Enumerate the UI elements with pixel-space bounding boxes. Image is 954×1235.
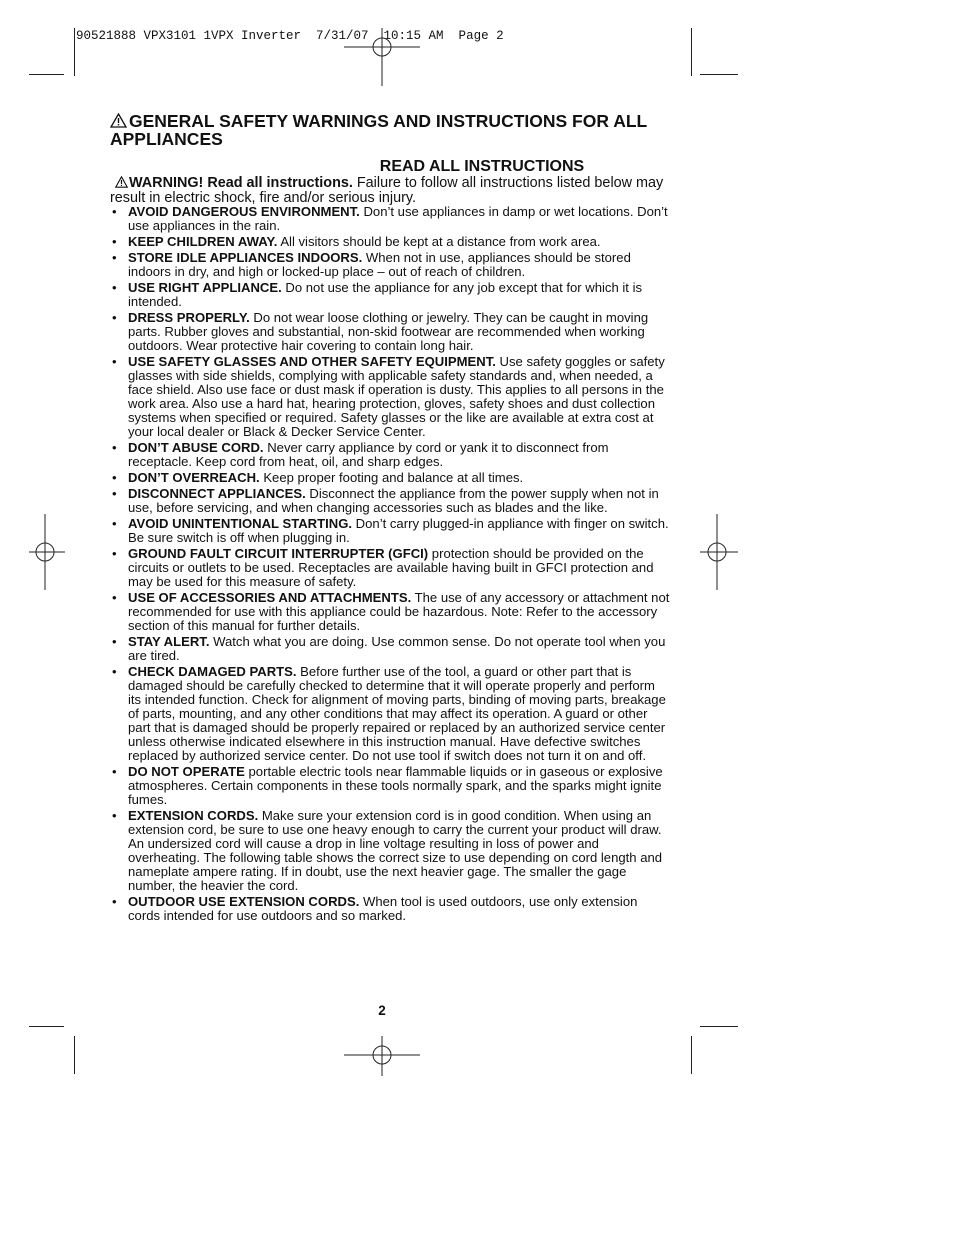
item-lead: USE OF ACCESSORIES AND ATTACHMENTS. bbox=[128, 590, 412, 605]
warning-text: Failure to follow all instructions listed below may result in electric shock, fire and/or serious injury. bbox=[110, 175, 664, 206]
item-text: All visitors should be kept at a distance from work area. bbox=[277, 234, 601, 249]
item-lead: DRESS PROPERLY. bbox=[128, 310, 250, 325]
page-title bbox=[110, 112, 670, 148]
item-text: Do not wear loose clothing or jewelry. They can be caught in moving parts. Rubber gloves and substantial, non-skid footwear are recommended when working outdoors. Wear protective hair covering to contain long hair. bbox=[128, 310, 649, 353]
list-item bbox=[110, 251, 670, 279]
page-number: 2 bbox=[378, 1003, 386, 1018]
warning-lead: WARNING! Read all instructions. bbox=[129, 175, 353, 191]
item-text: When not in use, appliances should be stored indoors in dry, and high or locked-up place – out of reach of children. bbox=[128, 250, 631, 279]
item-text: Use safety goggles or safety glasses with side shields, complying with applicable safety standards and, when needed, a face shield. Also use face or dust mask if operation is dusty. This applies to all persons in the work area. Also use a hard hat, hearing protection, gloves, safety shoes and dust collection systems when specified or required. Safety glasses or the like are available at extra cost at your local dealer or Black & Decker Service Center. bbox=[128, 354, 665, 439]
item-lead: OUTDOOR USE EXTENSION CORDS. bbox=[128, 894, 360, 909]
item-lead: STAY ALERT. bbox=[128, 634, 210, 649]
item-text: When tool is used outdoors, use only extension cords intended for use outdoors and so marked. bbox=[128, 894, 638, 923]
registration-mark-icon bbox=[700, 514, 738, 590]
item-lead: DISCONNECT APPLIANCES. bbox=[128, 486, 306, 501]
list-item bbox=[110, 487, 670, 515]
item-lead: DON’T OVERREACH. bbox=[128, 470, 260, 485]
section-subheading: READ ALL INSTRUCTIONS bbox=[379, 158, 585, 175]
list-item bbox=[110, 311, 670, 353]
item-text: Before further use of the tool, a guard or other part that is damaged should be carefully checked to determine that it will operate properly and perform its intended function. Check for alignment of moving parts, binding of moving parts, breakage of parts, mounting, and any other conditions that may affect its operation. A guard or other part that is damaged should be properly repaired or replaced by an authorized service center unless otherwise indicated elsewhere in this instruction manual. Have defective switches replaced by authorized service center. Do not use tool if switch does not turn it on and off. bbox=[128, 664, 666, 763]
list-item bbox=[110, 547, 670, 589]
bullet-icon: • bbox=[112, 486, 117, 501]
list-item bbox=[110, 517, 670, 545]
list-item bbox=[110, 809, 670, 893]
registration-mark-icon bbox=[29, 514, 65, 590]
item-text: Keep proper footing and balance at all times. bbox=[259, 470, 524, 485]
item-lead: DO NOT OPERATE bbox=[128, 764, 245, 779]
list-item bbox=[110, 205, 670, 233]
item-text: Watch what you are doing. Use common sense. Do not operate tool when you are tired. bbox=[128, 634, 666, 663]
list-item bbox=[110, 355, 670, 439]
item-lead: USE RIGHT APPLIANCE. bbox=[128, 280, 282, 295]
item-text: portable electric tools near flammable liquids or in gaseous or explosive atmospheres. Certain components in these tools normally spark, and the sparks might ignite fumes. bbox=[128, 764, 663, 807]
crop-mark bbox=[29, 1026, 64, 1027]
list-item bbox=[110, 235, 670, 249]
item-lead: GROUND FAULT CIRCUIT INTERRUPTER (GFCI) bbox=[128, 546, 429, 561]
item-text: Don’t carry plugged-in appliance with finger on switch. Be sure switch is off when plugging in. bbox=[128, 516, 669, 545]
bullet-icon: • bbox=[112, 590, 117, 605]
list-item bbox=[110, 635, 670, 663]
bullet-icon: • bbox=[112, 664, 117, 679]
item-lead: EXTENSION CORDS. bbox=[128, 808, 259, 823]
bullet-icon: • bbox=[112, 894, 117, 909]
list-item bbox=[110, 471, 670, 485]
bullet-icon: • bbox=[112, 546, 117, 561]
bullet-icon: • bbox=[112, 440, 117, 455]
crop-mark bbox=[74, 1036, 75, 1074]
registration-mark-icon bbox=[344, 1036, 420, 1076]
bullet-icon: • bbox=[112, 354, 117, 369]
item-lead: CHECK DAMAGED PARTS. bbox=[128, 664, 297, 679]
bullet-icon: • bbox=[112, 250, 117, 265]
crop-mark bbox=[29, 74, 64, 75]
registration-mark-icon bbox=[344, 28, 420, 86]
item-text: Make sure your extension cord is in good condition. When using an extension cord, be sure to use one heavy enough to carry the current your product will draw. An undersized cord will cause a drop in line voltage resulting in loss of power and overheating. The following table shows the correct size to use depending on cord length and nameplate ampere rating. If in doubt, use the next heavier gage. The smaller the gage number, the heavier the cord. bbox=[128, 808, 663, 893]
bullet-icon: • bbox=[112, 808, 117, 823]
list-item bbox=[110, 895, 670, 923]
warning-paragraph bbox=[110, 176, 670, 206]
list-item bbox=[110, 665, 670, 763]
item-lead: AVOID DANGEROUS ENVIRONMENT. bbox=[128, 204, 360, 219]
crop-mark bbox=[700, 1026, 738, 1027]
bullet-icon: • bbox=[112, 516, 117, 531]
item-text: Do not use the appliance for any job except that for which it is intended. bbox=[128, 280, 643, 309]
bullet-icon: • bbox=[112, 470, 117, 485]
item-text: protection should be provided on the circuits or outlets to be used. Receptacles are available having built in GFCI protection and may be used for this measure of safety. bbox=[128, 546, 654, 589]
item-lead: DON’T ABUSE CORD. bbox=[128, 440, 264, 455]
crop-mark bbox=[700, 74, 738, 75]
crop-mark bbox=[691, 28, 692, 76]
list-item bbox=[110, 765, 670, 807]
list-item bbox=[110, 441, 670, 469]
page-title-text: GENERAL SAFETY WARNINGS AND INSTRUCTIONS FOR ALL APPLIANCES bbox=[110, 111, 647, 149]
warning-triangle-icon bbox=[110, 113, 127, 128]
item-lead: USE SAFETY GLASSES AND OTHER SAFETY EQUIPMENT. bbox=[128, 354, 496, 369]
bullet-icon: • bbox=[112, 234, 117, 249]
item-text: The use of any accessory or attachment not recommended for use with this appliance could be hazardous. Note: Refer to the accessory section of this manual for further details. bbox=[128, 590, 670, 633]
bullet-icon: • bbox=[112, 764, 117, 779]
crop-mark bbox=[691, 1036, 692, 1074]
list-item bbox=[110, 281, 670, 309]
bullet-icon: • bbox=[112, 204, 117, 219]
bullet-icon: • bbox=[112, 310, 117, 325]
crop-mark bbox=[74, 28, 75, 76]
bullet-icon: • bbox=[112, 634, 117, 649]
item-lead: AVOID UNINTENTIONAL STARTING. bbox=[128, 516, 353, 531]
print-slug: 90521888 VPX3101 1VPX Inverter 7/31/07 10:15 AM Page 2 bbox=[76, 29, 504, 43]
item-text: Never carry appliance by cord or yank it to disconnect from receptacle. Keep cord from heat, oil, and sharp edges. bbox=[128, 440, 609, 469]
item-lead: KEEP CHILDREN AWAY. bbox=[128, 234, 278, 249]
list-item bbox=[110, 591, 670, 633]
safety-instructions-list bbox=[110, 205, 670, 925]
item-text: Disconnect the appliance from the power supply when not in use, before servicing, and when changing accessories such as blades and the like. bbox=[128, 486, 659, 515]
bullet-icon: • bbox=[112, 280, 117, 295]
warning-triangle-icon bbox=[115, 176, 128, 188]
item-text: Don’t use appliances in damp or wet locations. Don’t use appliances in the rain. bbox=[128, 204, 668, 233]
item-lead: STORE IDLE APPLIANCES INDOORS. bbox=[128, 250, 363, 265]
